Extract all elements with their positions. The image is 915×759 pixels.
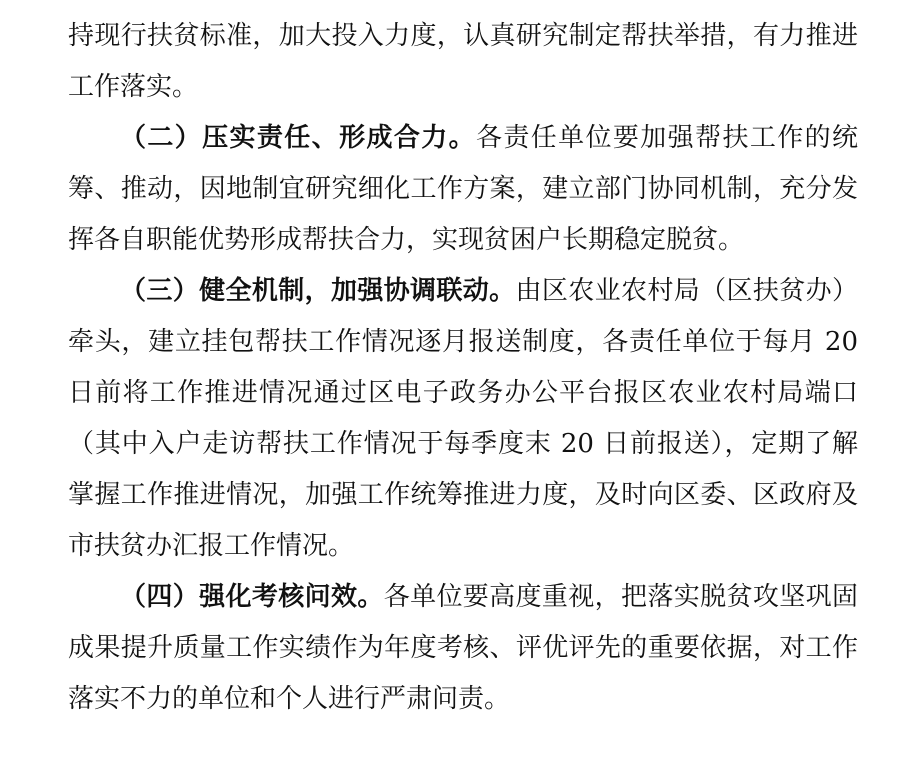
document-body (68, 11, 858, 725)
paragraph-2-heading: （二）压实责任、形成合力。 (120, 123, 476, 153)
paragraph-3-heading: （三）健全机制，加强协调联动。 (120, 276, 516, 306)
paragraph-4-heading: （四）强化考核问效。 (120, 582, 384, 612)
paragraph-2-text: 各责任单位要加强帮扶工作的统筹、推动，因地制宜研究细化工作方案，建立部门协同机制，充分发挥各自职能优势形成帮扶合力，实现贫困户长期稳定脱贫。 (68, 123, 858, 255)
paragraph-4-text: 各单位要高度重视，把落实脱贫攻坚巩固成果提升质量工作实绩作为年度考核、评优评先的重要依据，对工作落实不力的单位和个人进行严肃问责。 (68, 582, 858, 714)
paragraph-2 (68, 113, 858, 266)
paragraph-4 (68, 572, 858, 725)
paragraph-3 (68, 266, 858, 572)
paragraph-1 (68, 11, 858, 113)
paragraph-1-text: 持现行扶贫标准，加大投入力度，认真研究制定帮扶举措，有力推进工作落实。 (68, 21, 858, 102)
paragraph-3-text: 由区农业农村局（区扶贫办）牵头，建立挂包帮扶工作情况逐月报送制度，各责任单位于每月 20 日前将工作推进情况通过区电子政务办公平台报区农业农村局端口（其中入户走访帮扶工作情况于每季度末 20 日前报送），定期了解掌握工作推进情况，加强工作统筹推进力度，及时向区委、区政府及市扶贫办汇报工作情况。 (68, 276, 858, 561)
